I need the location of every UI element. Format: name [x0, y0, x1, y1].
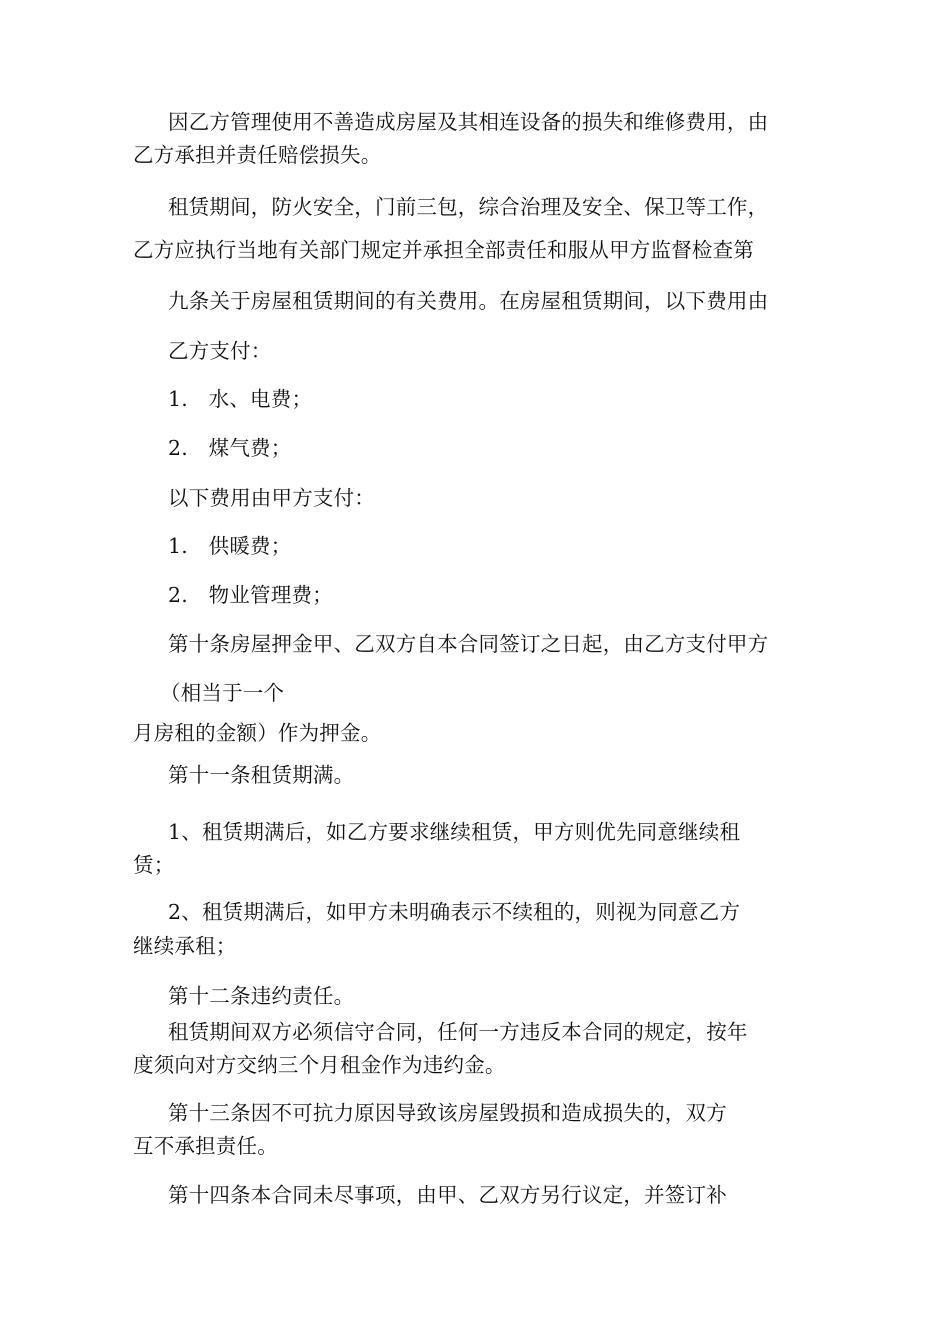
- section-heading: 第十二条违约责任。: [168, 984, 355, 1008]
- text-line: 乙方支付：: [168, 339, 272, 363]
- section-heading: 第十一条租赁期满。: [168, 763, 355, 787]
- list-item: 2. 物业管理费；: [168, 583, 333, 607]
- text-line: 互不承担责任。: [133, 1134, 278, 1158]
- text-line: 赁；: [133, 853, 175, 877]
- text-line: 1、租赁期满后，如乙方要求继续租赁，甲方则优先同意继续租: [168, 820, 741, 844]
- text-line: 继续承租；: [133, 934, 237, 958]
- text-line: 租赁期间，防火安全，门前三包，综合治理及安全、保卫等工作，: [168, 195, 769, 219]
- text-line: 第十四条本合同未尽事项，由甲、乙双方另行议定，并签订补: [168, 1183, 727, 1207]
- list-item: 1. 水、电费；: [168, 387, 313, 411]
- text-line: 第十三条因不可抗力原因导致该房屋毁损和造成损失的，双方: [168, 1101, 727, 1125]
- text-line: 以下费用由甲方支付：: [168, 486, 375, 510]
- text-line: 2、租赁期满后，如甲方未明确表示不续租的，则视为同意乙方: [168, 900, 741, 924]
- list-item: 1. 供暖费；: [168, 534, 292, 558]
- text-line: 九条关于房屋租赁期间的有关费用。在房屋租赁期间，以下费用由: [168, 289, 769, 313]
- text-line: 乙方应执行当地有关部门规定并承担全部责任和服从甲方监督检查第: [133, 238, 754, 262]
- text-line: 度须向对方交纳三个月租金作为违约金。: [133, 1053, 506, 1077]
- text-line: 第十条房屋押金甲、乙双方自本合同签订之日起，由乙方支付甲方: [168, 632, 769, 656]
- text-line: 租赁期间双方必须信守合同，任何一方违反本合同的规定，按年: [168, 1020, 748, 1044]
- list-item: 2. 煤气费；: [168, 436, 292, 460]
- text-line: 因乙方管理使用不善造成房屋及其相连设备的损失和维修费用，由: [168, 110, 769, 134]
- text-line: 乙方承担并责任赔偿损失。: [133, 143, 382, 167]
- text-line: （相当于一个: [160, 681, 285, 705]
- text-line: 月房租的金额）作为押金。: [133, 721, 382, 745]
